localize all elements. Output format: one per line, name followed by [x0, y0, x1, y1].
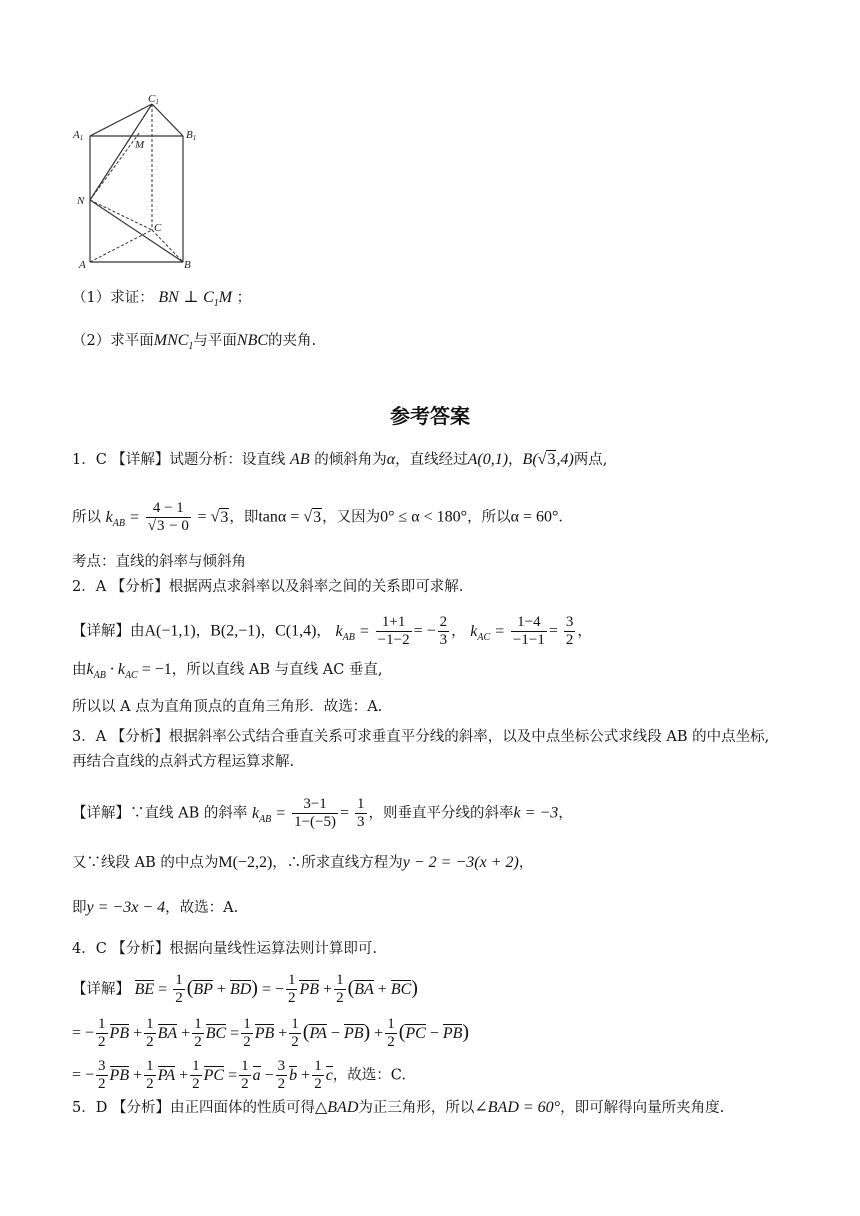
edge-n-m — [90, 132, 140, 200]
label-b1: B1 — [186, 129, 197, 142]
question-1: （1）求证： BN ⊥ $C_1M$ ； — [72, 289, 252, 310]
label-b: B — [184, 259, 191, 271]
answer-2-line-2: 【详解】由A(−1,1)，B(2,−1)，C(1,4)， $k_{AB}$ = $\frac{1+1}{-1-2}$ = − $\frac{2}{3}$ ， $k_{AC}$ = $\frac{1-4}{-1-1}$ = $\frac{3}{2}$ ， — [72, 614, 592, 648]
answer-3-line-2: 再结合直线的点斜式方程运算求解. — [72, 754, 295, 770]
answer-3-line-3: 【详解】∵直线 AB 的斜率 $k_{AB}$ = $\frac{3-1}{1-(-5)}$ = $\frac{1}{3}$ ，则垂直平分线的斜率k = −3， — [72, 796, 573, 830]
answer-2-line-1: 2．A 【分析】根据两点求斜率以及斜率之间的关系即可求解. — [72, 579, 464, 595]
label-c: C — [154, 222, 162, 234]
answer-1-line-1: 1．C 【详解】试题分析：设直线 AB 的倾斜角为α，直线经过A(0,1)，B(√3,4)两点, — [72, 451, 608, 468]
answer-5-line-1: 5．D 【分析】由正四面体的性质可得△BAD为正三角形，所以∠BAD = 60°，即可解得向量所夹角度. — [72, 1099, 725, 1116]
label-a1: A1 — [73, 129, 84, 142]
edge-a1-c1 — [90, 104, 152, 136]
edge-n-c1 — [90, 104, 152, 200]
answer-3-line-1: 3．A 【分析】根据斜率公式结合垂直关系可求垂直平分线的斜率，以及中点坐标公式求线段 AB 的中点坐标, — [72, 729, 770, 745]
edge-n-c — [90, 200, 152, 230]
answer-3-line-5: 即y = −3x − 4，故选：A. — [72, 899, 239, 916]
label-a: A — [79, 259, 86, 271]
label-n: N — [77, 195, 85, 207]
question-2: （2）求平面$MNC_1$与平面NBC的夹角. — [72, 332, 317, 353]
answer-4-line-1: 4．C 【分析】根据向量线性运算法则计算即可. — [72, 941, 378, 957]
edge-n-b — [90, 200, 183, 262]
label-m: M — [135, 139, 145, 151]
answer-1-note: 考点：直线的斜率与倾斜角 — [72, 554, 246, 570]
prism-figure — [70, 92, 210, 272]
edge-c-b — [152, 230, 183, 262]
answer-heading: 参考答案 — [390, 404, 470, 428]
answer-3-line-4: 又∵线段 AB 的中点为M(−2,2)，∴所求直线方程为y − 2 = −3(x + 2)， — [72, 854, 534, 871]
answer-2-line-4: 所以以 A 点为直角顶点的直角三角形．故选：A. — [72, 699, 383, 715]
answer-4-line-3: = − $\frac{1}{2}$ PB + $\frac{1}{2}$ BA + $\frac{1}{2}$ BC = $\frac{1}{2}$ PB + $\frac{1}{2}$ (PA − PB) + $\frac{1}{2}$ (PC − PB) — [72, 1016, 470, 1050]
label-c1: C1 — [148, 93, 159, 106]
edge-c1-b1 — [152, 104, 183, 136]
answer-4-line-2: 【详解】 BE = $\frac{1}{2}$ (BP + BD) = − $\frac{1}{2}$ PB + $\frac{1}{2}$ (BA + BC) — [72, 972, 418, 1006]
answer-1-line-2: 所以 $k_{AB}$ = $\frac{4 - 1}{√3 - 0}$ = √3，即tanα = √3，又因为0° ≤ α < 180°，所以α = 60°． — [72, 500, 573, 534]
answer-2-line-3: 由$k_{AB} \cdot k_{AC} = -1$，所以直线 AB 与直线 AC 垂直, — [72, 661, 383, 682]
answer-4-line-4: = − $\frac{3}{2}$ PB + $\frac{1}{2}$ PA + $\frac{1}{2}$ PC = $\frac{1}{2}$ a − $\frac{3}{2}$ b + $\frac{1}{2}$ c，故选：C. — [72, 1058, 406, 1092]
